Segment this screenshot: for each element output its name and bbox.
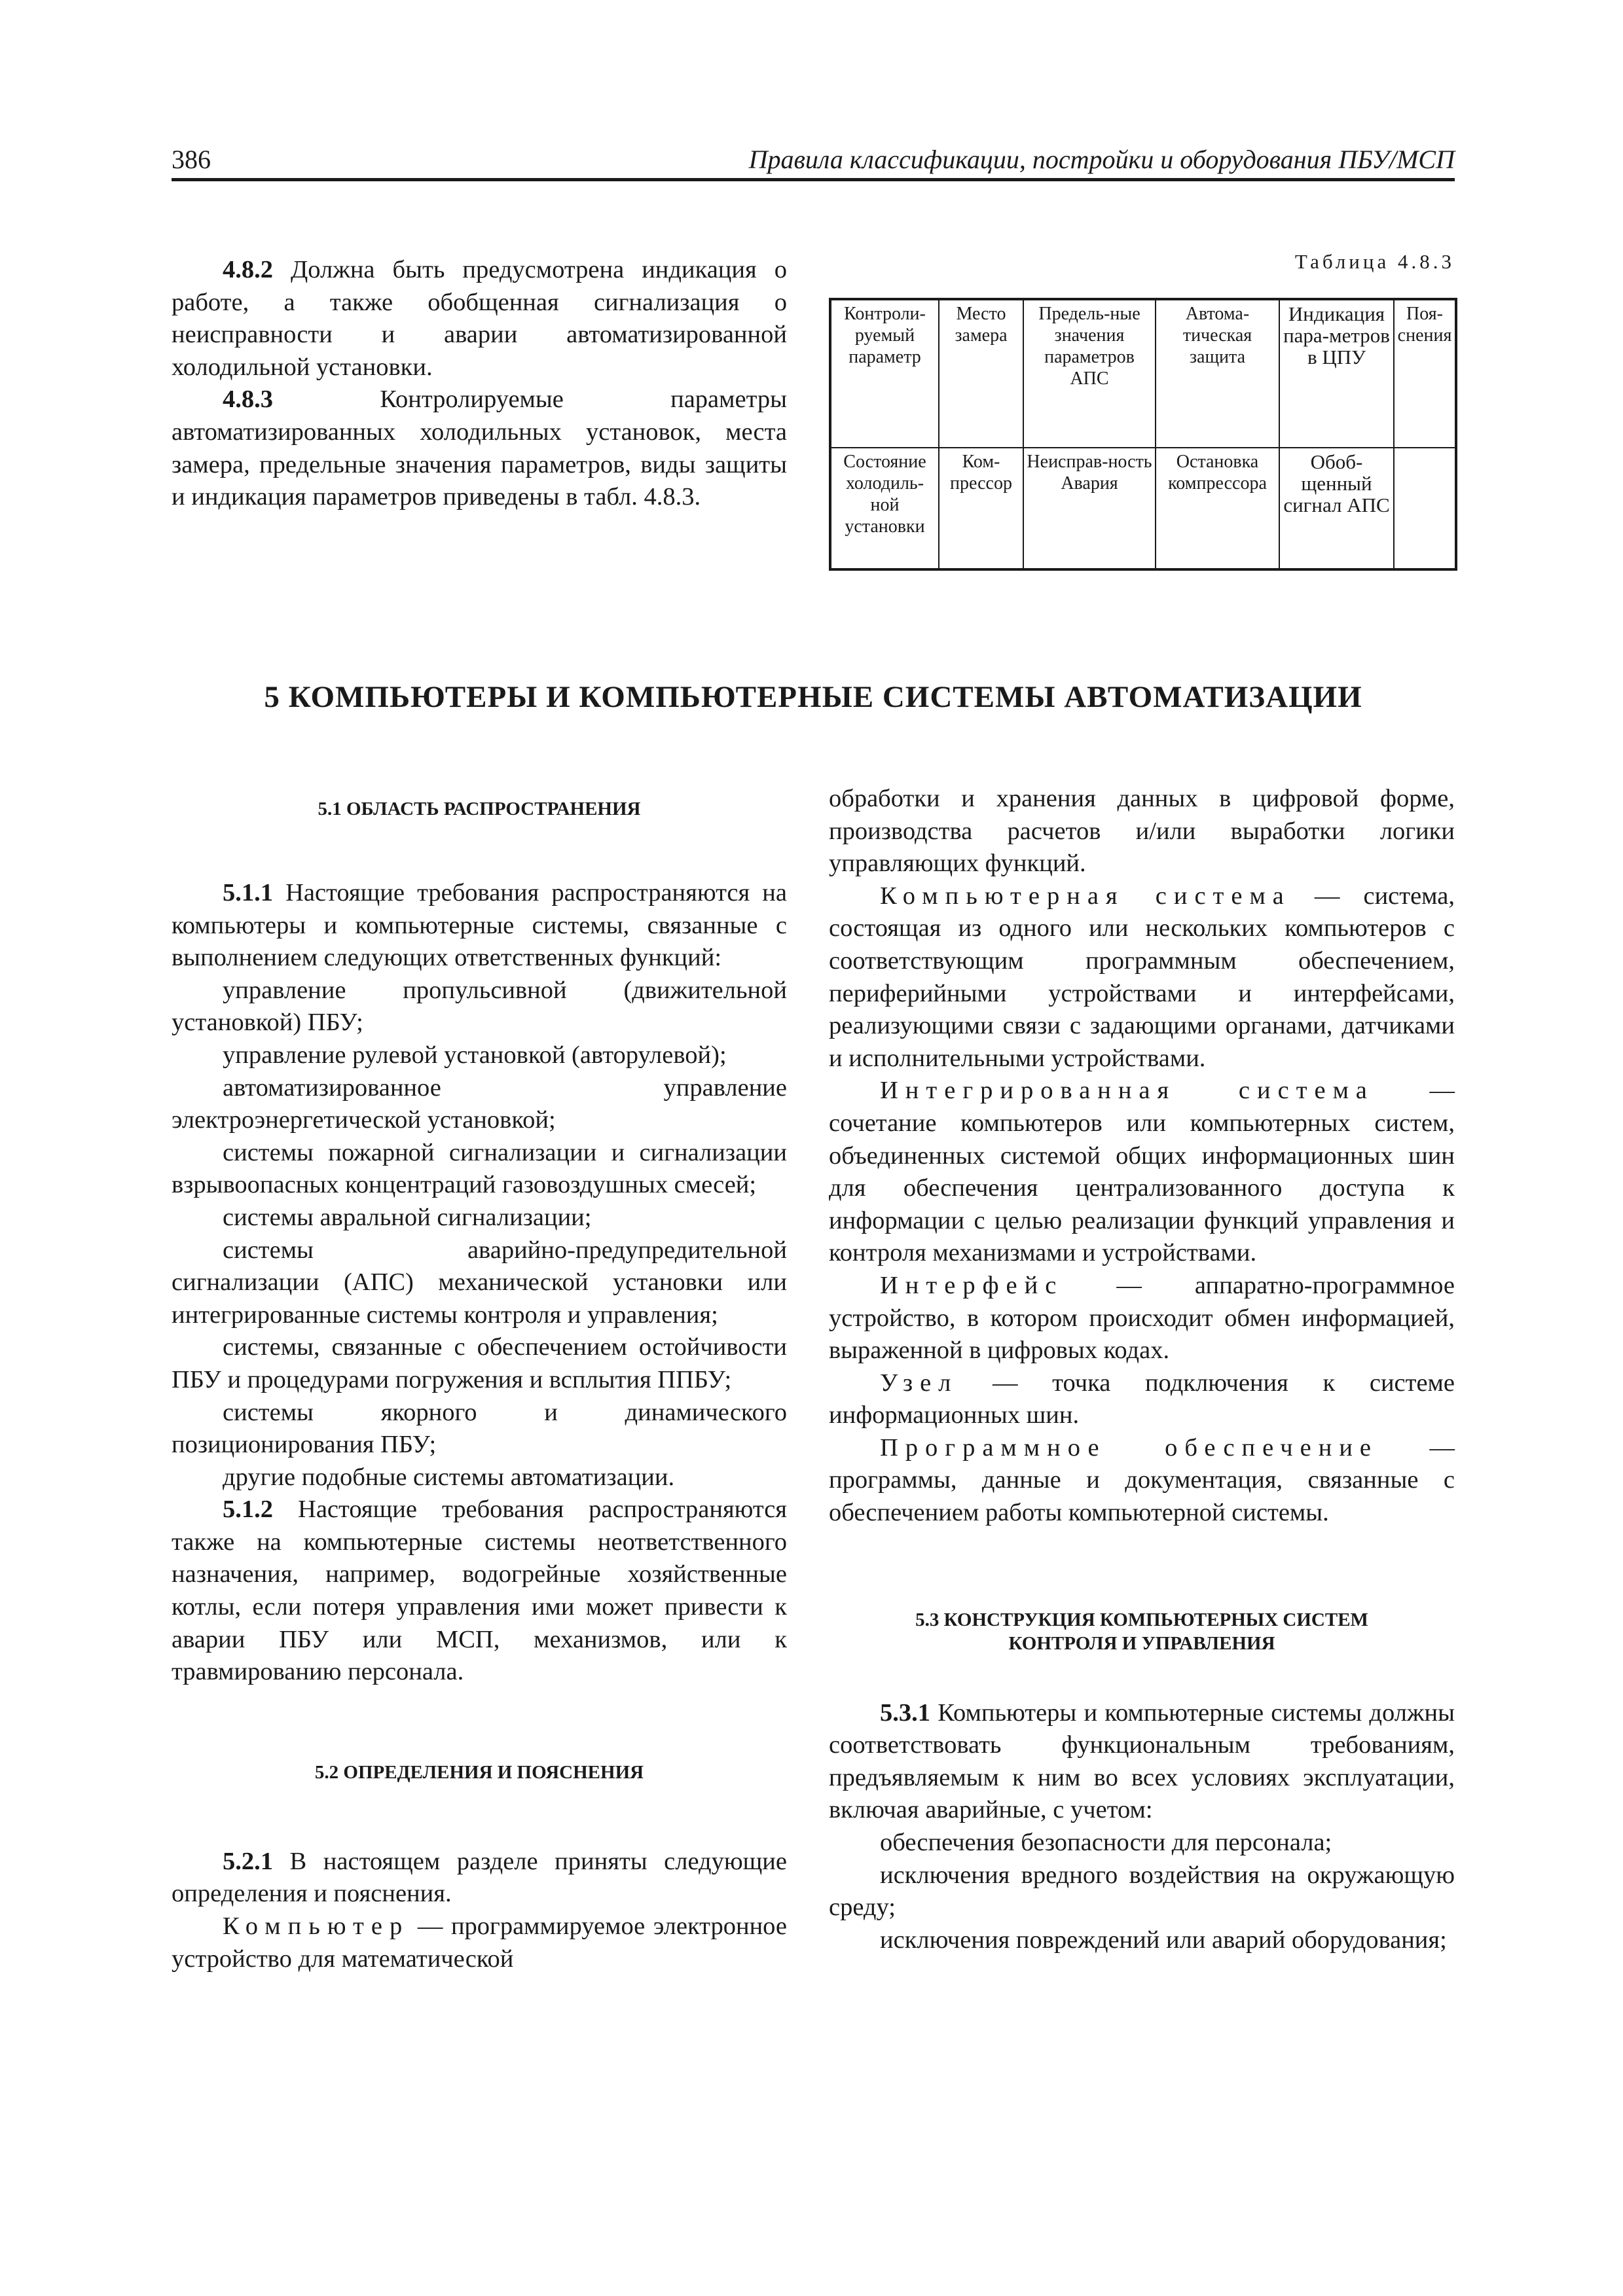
list-item: системы якорного и динамического позиционирования ПБУ;: [172, 1398, 787, 1459]
paragraph-5-1-2: 5.1.2 Настоящие требования распространяются также на компьютерные системы неответственного назначения, например, водогрейные хозяйственные котлы, если потеря управления ими может привести к аварии ПБУ или МСП, механизмов, или к травмированию персонала.: [172, 1496, 787, 1686]
list-item: другие подобные системы автоматизации.: [223, 1463, 675, 1491]
table-header-cell: Автома-тическая защита: [1156, 299, 1279, 448]
table-header-cell: Поя-снения: [1394, 299, 1456, 448]
list-item: исключения повреждений или аварий оборудования;: [880, 1926, 1447, 1954]
table-header-cell: Контроли-руемый параметр: [830, 299, 939, 448]
list-item: исключения вредного воздействия на окружающую среду;: [829, 1861, 1455, 1922]
section-heading-5-2: 5.2 ОПРЕДЕЛЕНИЯ И ПОЯСНЕНИЯ: [314, 1761, 644, 1783]
paragraph-5-1-1: 5.1.1 Настоящие требования распространяются на компьютеры и компьютерные системы, связанные с выполнением следующих ответственных функций:: [172, 879, 787, 972]
chapter-title: 5 КОМПЬЮТЕРЫ И КОМПЬЮТЕРНЫЕ СИСТЕМЫ АВТОМАТИЗАЦИИ: [264, 680, 1362, 714]
term-computer: Компьютер: [223, 1912, 410, 1941]
section-heading-5-1: 5.1 ОБЛАСТЬ РАСПРОСТРАНЕНИЯ: [318, 798, 641, 819]
intro-paragraphs: [172, 254, 787, 514]
paragraph-5-2-1: 5.2.1 В настоящем разделе приняты следующие определения и пояснения.: [172, 1847, 787, 1908]
definition-software: Программное обеспечение — программы, данные и документация, связанные с обеспечением работы компьютерной системы.: [829, 1433, 1455, 1527]
table-header-cell: Предель-ные значения параметров АПС: [1023, 299, 1156, 448]
list-item: автоматизированное управление электроэнергетической установкой;: [172, 1073, 787, 1134]
table-row: [830, 448, 1456, 569]
table-cell: [1394, 448, 1456, 569]
table-cell: Обоб-щенный сигнал АПС: [1279, 448, 1394, 569]
definition-computer: Компьютер — программируемое электронное устройство для математической: [172, 1912, 787, 1973]
list-item: управление пропульсивной (движительной установкой) ПБУ;: [172, 976, 787, 1037]
table-header-row: [830, 299, 1456, 448]
left-column: [172, 797, 787, 1975]
list-item: системы пожарной сигнализации и сигнализации взрывоопасных концентраций газовоздушных смесей;: [172, 1138, 787, 1199]
page-number: 386: [172, 145, 211, 174]
section-heading-5-3: 5.3 КОНСТРУКЦИЯ КОМПЬЮТЕРНЫХ СИСТЕМ КОНТРОЛЯ И УПРАВЛЕНИЯ: [915, 1609, 1368, 1654]
paragraph-continuation: обработки и хранения данных в цифровой форме, производства расчетов и/или выработки логики управляющих функций.: [829, 785, 1455, 878]
list-item: обеспечения безопасности для персонала;: [880, 1829, 1332, 1857]
definition-node: Узел — точка подключения к системе информационных шин.: [829, 1369, 1455, 1429]
table-cell: Состояние холодиль-ной установки: [830, 448, 939, 569]
table-caption: Таблица 4.8.3: [1294, 250, 1455, 273]
page-header: [172, 139, 1455, 181]
list-item: системы аварийно-предупредительной сигнализации (АПС) механической установки или интегрированные системы контроля и управления;: [172, 1236, 787, 1329]
paragraph-4-8-3: 4.8.3 Контролируемые параметры автоматизированных холодильных установок, места замера, предельные значения параметров, виды защиты и индикация параметров приведены в табл. 4.8.3.: [172, 386, 787, 511]
definition-computer-system: Компьютерная система — система, состоящая из одного или нескольких компьютеров с соответствующим программным обеспечением, периферийными устройствами и интерфейсами, реализующими связи с задающими органами, датчиками и исполнительными устройствами.: [829, 882, 1455, 1072]
definition-interface: Интерфейс — аппаратно-программное устройство, в котором происходит обмен информацией, выраженной в цифровых кодах.: [829, 1271, 1455, 1365]
list-item: системы авральной сигнализации;: [223, 1203, 592, 1231]
table-cell: Остановка компрессора: [1156, 448, 1279, 569]
table-header-cell: Индикация пара-метров в ЦПУ: [1279, 299, 1394, 448]
paragraph-4-8-2: 4.8.2 Должна быть предусмотрена индикация о работе, а также обобщенная сигнализация о неисправности и аварии автоматизированной холодильной установки.: [172, 256, 787, 381]
table-cell: Ком-прессор: [939, 448, 1023, 569]
table-cell: Неисправ-ность Авария: [1023, 448, 1156, 569]
table-4-8-3: [829, 298, 1457, 571]
definition-integrated-system: Интегрированная система — сочетание компьютеров или компьютерных систем, объединенных системой общих информационных шин для обеспечения централизованного доступа к информации с целью реализации функций управления и контроля механизмами и устройствами.: [829, 1077, 1455, 1267]
right-column: [829, 783, 1455, 1956]
table-header-cell: Место замера: [939, 299, 1023, 448]
running-title: Правила классификации, постройки и оборудования ПБУ/МСП: [748, 145, 1455, 174]
paragraph-5-3-1: 5.3.1 Компьютеры и компьютерные системы должны соответствовать функциональным требованиям, предъявляемым к ним во всех условиях эксплуатации, включая аварийные, с учетом:: [829, 1698, 1455, 1824]
list-item: управление рулевой установкой (авторулевой);: [223, 1041, 727, 1069]
list-item: системы, связанные с обеспечением остойчивости ПБУ и процедурами погружения и всплытия ППБУ;: [172, 1333, 787, 1393]
